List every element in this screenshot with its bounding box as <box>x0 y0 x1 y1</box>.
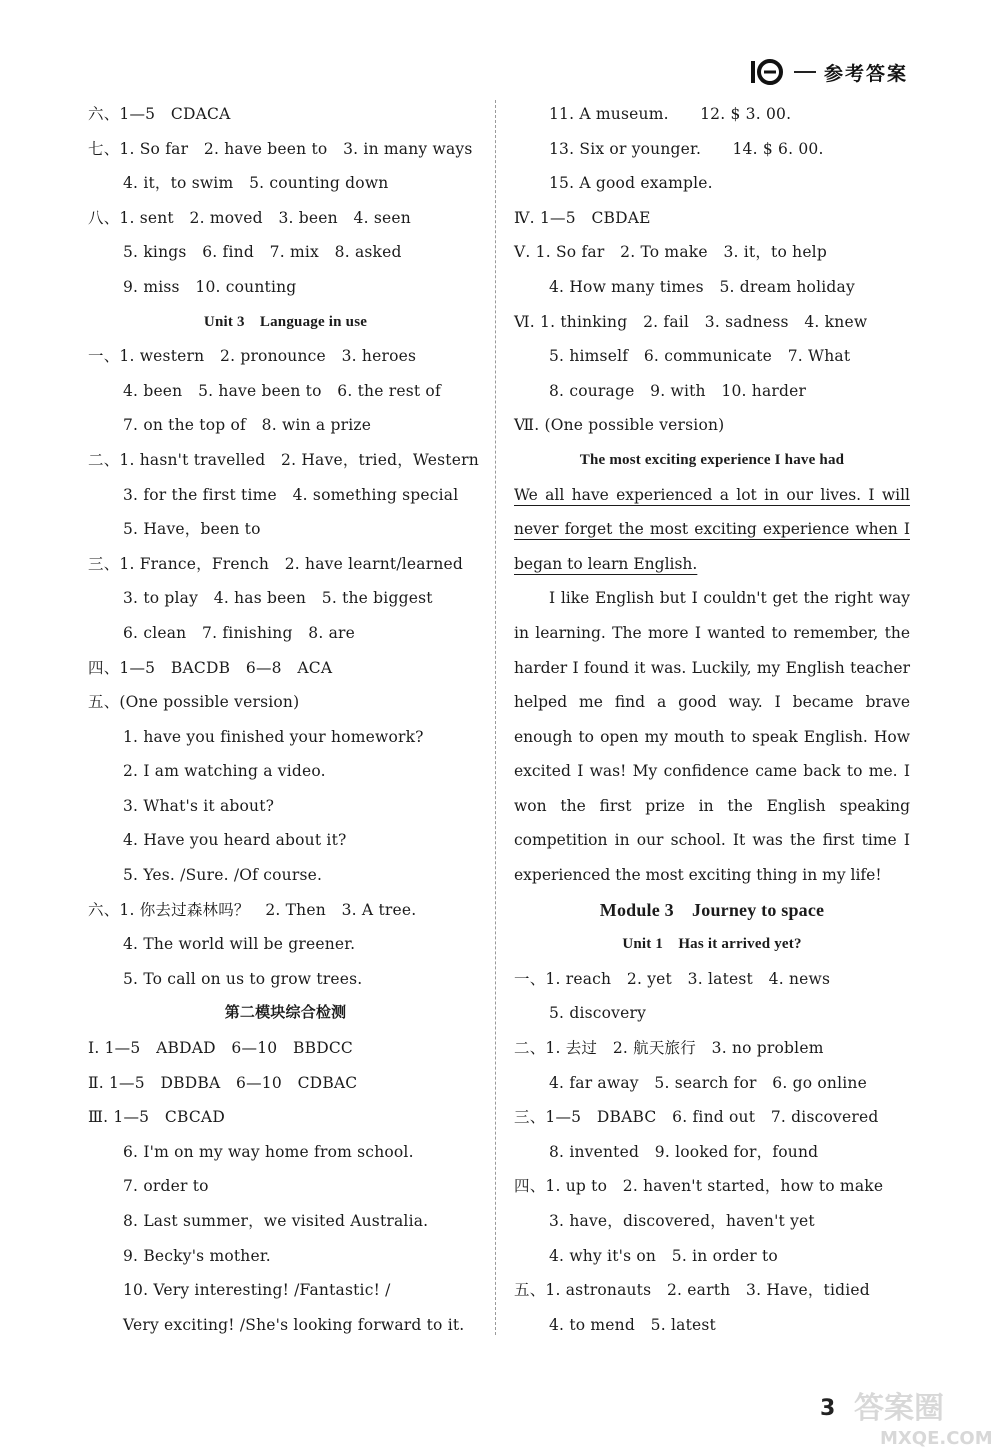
answer-line: 8. Last summer，we visited Australia. <box>123 1212 429 1230</box>
answer-line: 9. miss 10. counting <box>123 277 297 296</box>
answer-line: 6. clean 7. finishing 8. are <box>123 623 356 642</box>
answer-line: 6. I'm on my way home from school. <box>123 1142 414 1161</box>
answer-line: 4. it，to swim 5. counting down <box>123 174 389 193</box>
answer-line: 一、1. reach 2. yet 3. latest 4. news <box>514 969 831 988</box>
answer-line: 2. I am watching a video. <box>123 762 326 781</box>
answer-line: 五、1. astronauts 2. earth 3. Have，tidied <box>514 1281 870 1300</box>
answer-line: 5. Yes. /Sure. /Of course. <box>123 866 323 885</box>
answer-line: 4. far away 5. search for 6. go online <box>549 1073 867 1092</box>
answer-line: Ⅴ. 1. So far 2. To make 3. it，to help <box>514 243 827 262</box>
answer-line: 5. himself 6. communicate 7. What <box>549 347 851 366</box>
answer-line: 二、1. hasn't travelled 2. Have，tried，Western <box>88 450 479 469</box>
answer-line: 4. The world will be greener. <box>123 935 356 954</box>
answer-line: 3. for the first time 4. something special <box>123 485 459 504</box>
answer-line: 15. A good example. <box>549 174 713 193</box>
left-column <box>88 97 483 1342</box>
answer-line: 3. What's it about? <box>123 796 275 815</box>
answer-line: 4. been 5. have been to 6. the rest of <box>123 381 441 400</box>
answer-line: 1. have you finished your homework? <box>123 727 424 746</box>
answer-line: Very exciting! /She's looking forward to it. <box>123 1315 465 1334</box>
right-bottom-lines <box>514 893 910 1343</box>
section-heading: 第二模块综合检测 <box>224 1005 347 1022</box>
answer-line: 三、1—5 DBABC 6. find out 7. discovered <box>514 1108 879 1127</box>
answer-line: 二、1. 去过 2. 航天旅行 3. no problem <box>514 1039 824 1058</box>
answer-line: 3. to play 4. has been 5. the biggest <box>123 589 433 608</box>
brand-logo-icon <box>750 57 786 87</box>
answer-line: 8. invented 9. looked for，found <box>549 1142 819 1161</box>
answer-line: Ⅰ. 1—5 ABDAD 6—10 BBDCC <box>88 1039 353 1058</box>
answer-line: 四、1. up to 2. haven't started，how to make <box>514 1177 884 1196</box>
svg-text:答案圈: 答案圈 <box>854 1391 944 1426</box>
answer-line: Ⅵ. 1. thinking 2. fail 3. sadness 4. knew <box>514 312 868 331</box>
watermark-icon <box>840 1380 1000 1451</box>
answer-line: 四、1—5 BACDB 6—8 ACA <box>88 658 333 677</box>
essay-intro-underlined: We all have experienced a lot in our lives. I will never forget the most exciting experience when I began to learn English. <box>514 485 910 573</box>
answer-line: 7. order to <box>123 1177 209 1196</box>
answer-line: 5. To call on us to grow trees. <box>123 969 363 988</box>
answer-line: 4. to mend 5. latest <box>549 1315 716 1334</box>
page-number: 3 <box>820 1396 836 1421</box>
answer-line: 5. discovery <box>549 1004 647 1023</box>
page-title: 参考答案 <box>823 62 908 85</box>
answer-line: 4. How many times 5. dream holiday <box>549 277 855 296</box>
section-heading: The most exciting experience I have had <box>579 451 845 468</box>
page-header <box>750 52 908 92</box>
answer-line: 11. A museum. 12. $ 3. 00. <box>549 105 792 123</box>
answer-line: 5. kings 6. find 7. mix 8. asked <box>123 243 402 262</box>
section-heading: Unit 3 Language in use <box>203 313 368 330</box>
answer-line: Ⅳ. 1—5 CBDAE <box>514 208 651 227</box>
answer-line: 7. on the top of 8. win a prize <box>123 416 372 435</box>
answer-line: 八、1. sent 2. moved 3. been 4. seen <box>88 208 411 227</box>
answer-line: Ⅲ. 1—5 CBCAD <box>88 1108 225 1127</box>
answer-line: Ⅱ. 1—5 DBDBA 6—10 CDBAC <box>88 1073 358 1092</box>
answer-line: 13. Six or younger. 14. $ 6. 00. <box>549 139 824 158</box>
answer-line: 五、(One possible version) <box>88 693 300 712</box>
header-dash <box>794 71 816 73</box>
section-heading: Module 3 Journey to space <box>599 899 825 920</box>
answer-line: 9. Becky's mother. <box>123 1246 271 1265</box>
answer-line: 4. why it's on 5. in order to <box>549 1246 778 1265</box>
answer-line: 8. courage 9. with 10. harder <box>549 381 807 400</box>
answer-line: Ⅶ. (One possible version) <box>514 416 725 435</box>
answer-line: 三、1. France，French 2. have learnt/learned <box>88 554 464 573</box>
answer-line: 七、1. So far 2. have been to 3. in many ways <box>88 139 473 158</box>
answer-line: 5. Have，been to <box>123 520 261 539</box>
column-divider <box>495 100 496 1335</box>
answer-line: 3. have，discovered，haven't yet <box>549 1212 815 1230</box>
right-column <box>514 97 910 1342</box>
svg-text:MXQE.COM: MXQE.COM <box>880 1428 993 1449</box>
answer-line: 10. Very interesting! /Fantastic! / <box>123 1281 391 1300</box>
answer-line: 六、1—5 CDACA <box>88 105 231 123</box>
right-top-lines <box>514 97 910 478</box>
answer-line: 一、1. western 2. pronounce 3. heroes <box>88 347 417 366</box>
answer-line: 六、1. 你去过森林吗？ 2. Then 3. A tree. <box>88 900 417 919</box>
answer-line: 4. Have you heard about it? <box>123 831 347 850</box>
section-heading: Unit 1 Has it arrived yet? <box>622 936 802 953</box>
essay-paragraph: I like English but I couldn't get the right way in learning. The more I wanted to remember, the harder I found it was. Luckily, my English teacher helped me find a good way. I became brave enough to open my mouth to speak English. How excited I was! My confidence came back to me. I won the first prize in the English speaking competition in our school. It was the first time I experienced the most exciting thing in my life! <box>514 589 910 885</box>
